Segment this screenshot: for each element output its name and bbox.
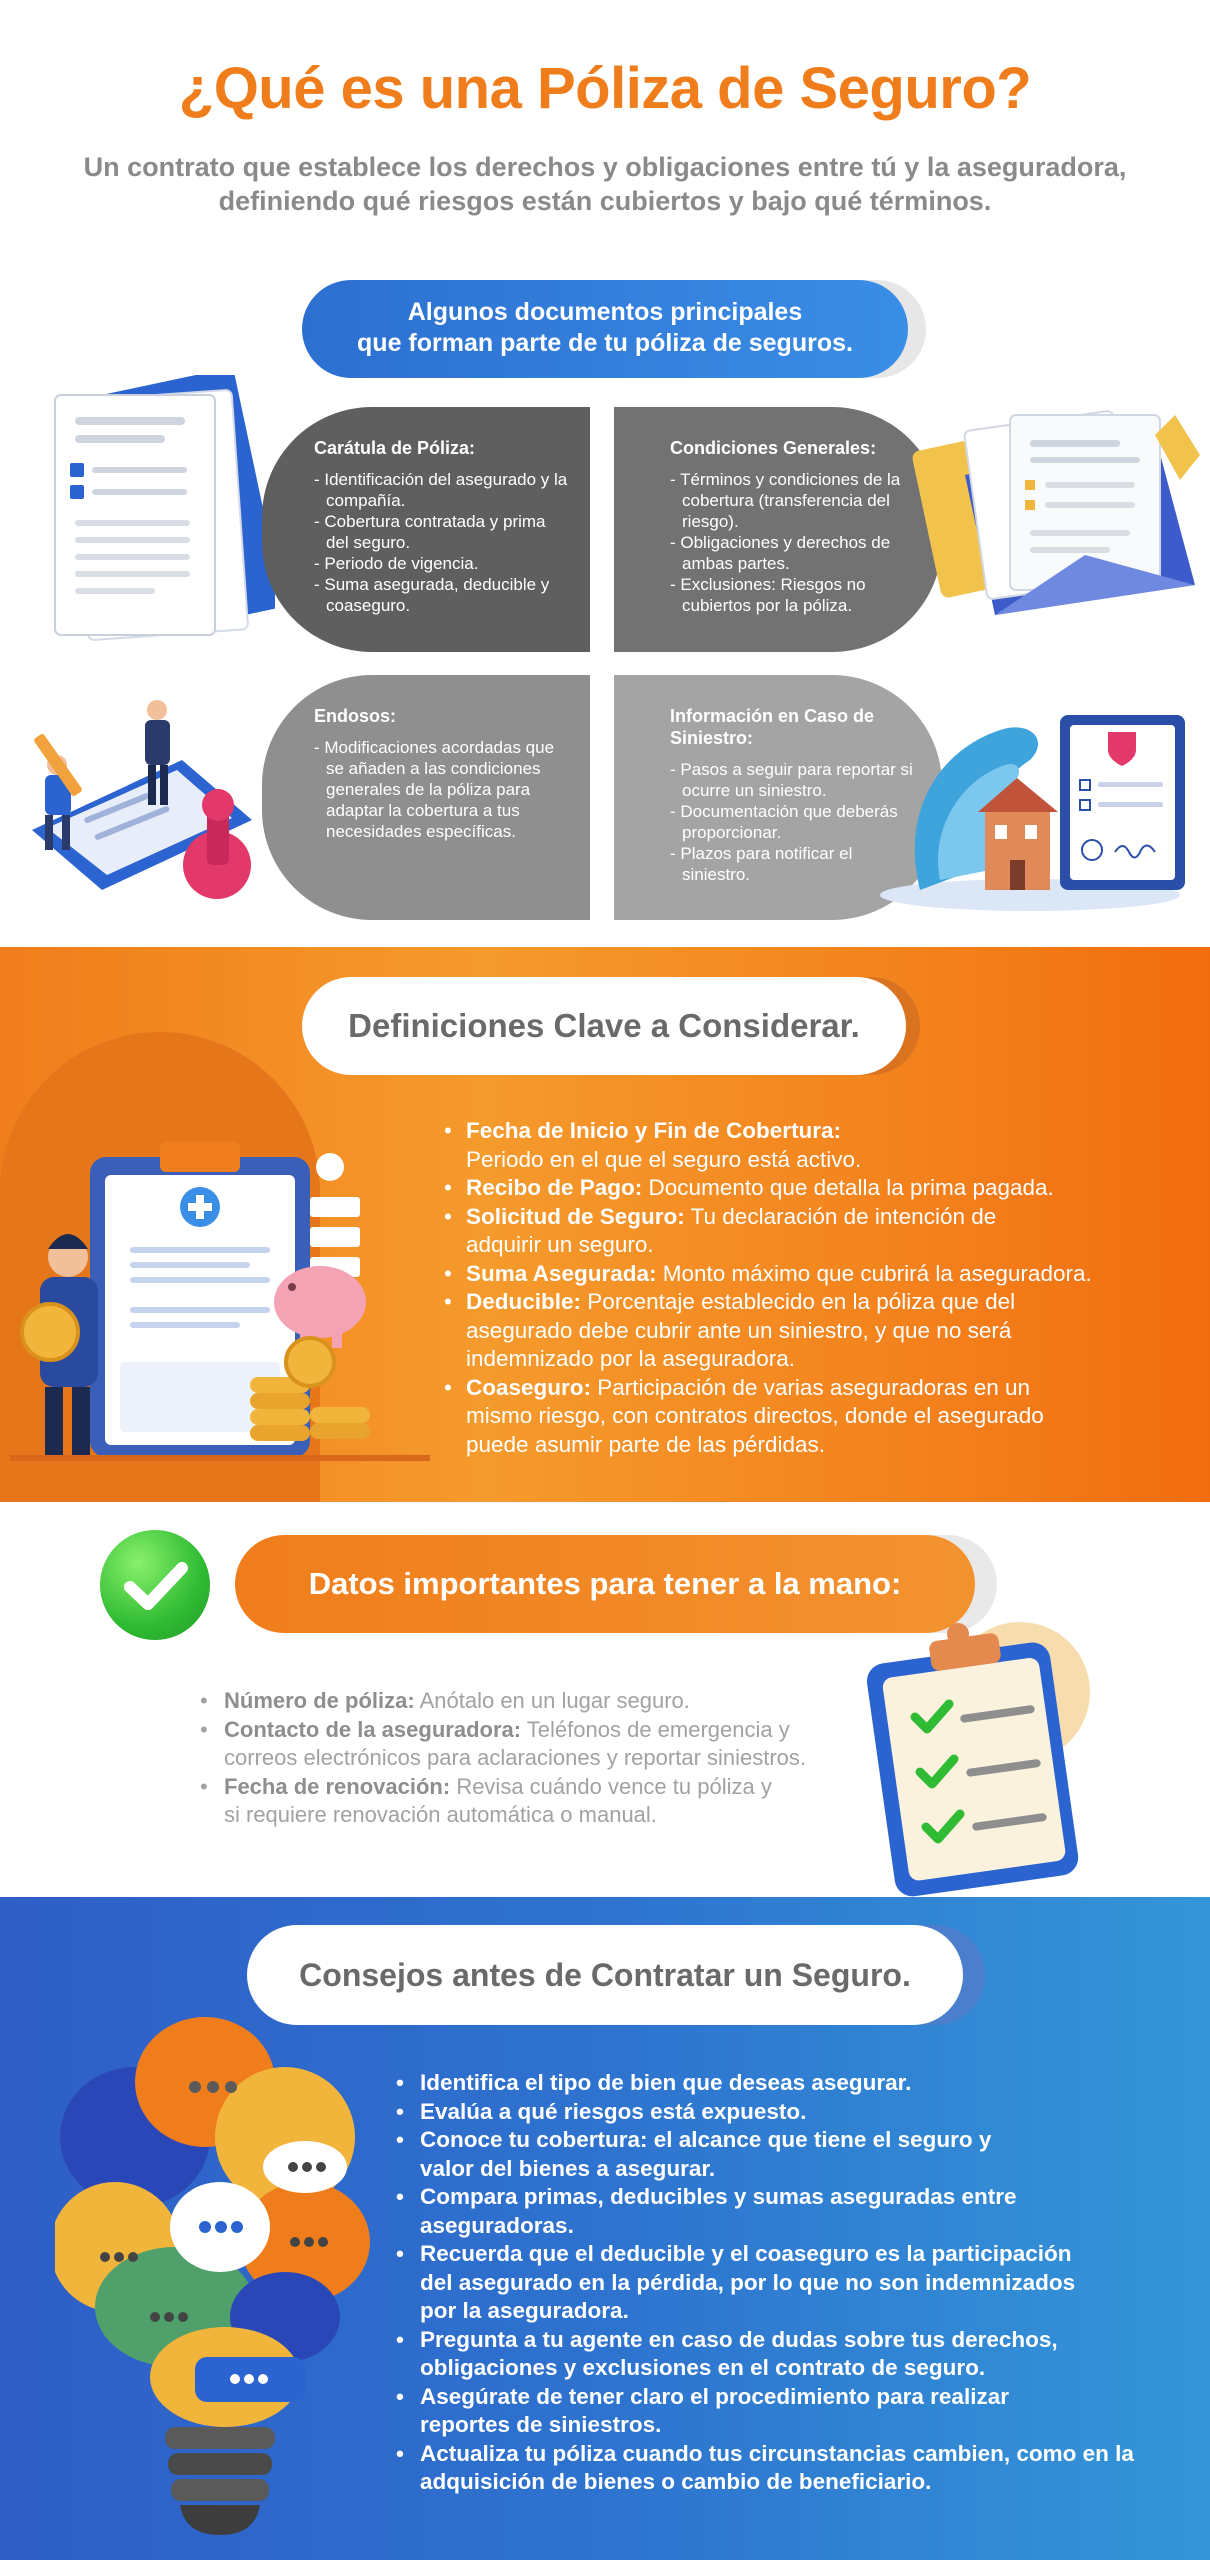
list-item: - Obligaciones y derechos de ambas partes.: [670, 533, 891, 573]
savings-illustration: [10, 1137, 430, 1477]
data-term: Fecha de renovación:: [224, 1773, 451, 1799]
list-item: • Asegúrate de tener claro el procedimiento para realizar reportes de siniestros.: [392, 2383, 1012, 2440]
list-item: [440, 1203, 1000, 1260]
page-subtitle: Un contrato que establece los derechos y obligaciones entre tú y la aseguradora, definiendo qué riesgos están cubiertos y bajo qué términos.: [83, 152, 1127, 216]
checklist-clipboard-illustration: [860, 1612, 1100, 1902]
list-item: [440, 1174, 1160, 1203]
card-claim-info-title: Información en Caso de Siniestro:: [670, 706, 875, 748]
list-item: • Pregunta a tu agente en caso de dudas sobre tus derechos, obligaciones y exclusiones en el contrato de seguro.: [392, 2326, 1182, 2383]
definition-text: Tu declaración de intención de adquirir un seguro.: [466, 1203, 997, 1257]
list-item: • Evalúa a qué riesgos está expuesto.: [392, 2098, 1182, 2127]
envelope-documents-illustration: [905, 395, 1205, 625]
list-item: - Plazos para notificar el siniestro.: [670, 844, 853, 884]
definition-text: Porcentaje establecido en la póliza que del asegurado debe cubrir ante un siniestro, y que no será indemnizado por la aseguradora.: [466, 1289, 1016, 1371]
list-item: - Modificaciones acordadas que se añaden a las condiciones generales de la póliza para adaptar la cobertura a tus necesidades específicas.: [314, 738, 555, 841]
tips-heading: Consejos antes de Contratar un Seguro.: [247, 1925, 963, 2025]
definition-text: Documento que detalla la prima pagada.: [648, 1175, 1054, 1200]
list-item: • Compara primas, deducibles y sumas aseguradas entre aseguradoras.: [392, 2183, 1032, 2240]
definition-term: Fecha de Inicio y Fin de Cobertura:: [466, 1118, 842, 1143]
data-text: Revisa cuándo vence tu póliza y si requiere renovación automática o manual.: [224, 1773, 772, 1827]
definition-term: Coaseguro:: [466, 1374, 592, 1400]
list-item: [196, 1773, 786, 1830]
important-data-list: [196, 1687, 856, 1830]
check-icon: [100, 1530, 210, 1640]
list-item: • Identifica el tipo de bien que deseas asegurar.: [392, 2069, 1182, 2098]
idea-bulb-illustration: [55, 1987, 385, 2547]
list-item: [196, 1687, 856, 1716]
definition-term: Recibo de Pago:: [466, 1175, 643, 1200]
card-endorsements-title: Endosos:: [314, 706, 397, 726]
page-title: ¿Qué es una Póliza de Seguro?: [178, 56, 1032, 121]
list-item: - Documentación que deberás proporcionar.: [670, 802, 898, 842]
documents-heading-line2: que forman parte de tu póliza de seguros.: [357, 329, 853, 357]
list-item: - Suma asegurada, deducible y coaseguro.: [314, 575, 550, 615]
card-policy-cover-title: Carátula de Póliza:: [314, 438, 476, 458]
list-item: [196, 1716, 836, 1773]
list-item: - Cobertura contratada y prima del seguro.: [314, 512, 546, 552]
data-term: Número de póliza:: [224, 1688, 415, 1713]
list-item: [440, 1117, 1160, 1174]
definitions-section: [0, 947, 1210, 1502]
data-term: Contacto de la aseguradora:: [224, 1716, 522, 1742]
data-text: Anótalo en un lugar seguro.: [419, 1688, 690, 1713]
list-item: • Conoce tu cobertura: el alcance que tiene el seguro y valor del bienes a asegurar.: [392, 2126, 1032, 2183]
list-item: - Exclusiones: Riesgos no cubiertos por la póliza.: [670, 575, 866, 615]
important-data-heading: Datos importantes para tener a la mano:: [235, 1535, 975, 1633]
definition-text: Monto máximo que cubrirá la aseguradora.: [662, 1260, 1092, 1286]
definitions-list: [440, 1117, 1160, 1459]
tips-list: [392, 2069, 1182, 2497]
hero-section: [0, 0, 1210, 945]
data-text: Teléfonos de emergencia y correos electrónicos para aclaraciones y reportar siniestros.: [224, 1716, 807, 1770]
list-item: - Identificación del asegurado y la compañía.: [314, 470, 568, 510]
list-item: [440, 1288, 1060, 1374]
card-general-conditions-title: Condiciones Generales:: [670, 438, 877, 458]
card-policy-cover: [262, 407, 590, 652]
list-item: [440, 1374, 1080, 1460]
list-item: - Pasos a seguir para reportar si ocurre un siniestro.: [670, 760, 913, 800]
definition-text: Periodo en el que el seguro está activo.: [466, 1146, 862, 1172]
definition-term: Solicitud de Seguro:: [466, 1203, 685, 1229]
card-general-conditions: [614, 407, 942, 652]
list-item: [440, 1260, 1160, 1289]
definition-text: Participación de varias aseguradoras en un mismo riesgo, con contratos directos, donde el asegurado puede asumir parte de las pérdidas.: [466, 1374, 1044, 1457]
list-item: - Periodo de vigencia.: [314, 554, 479, 573]
card-endorsements: [262, 675, 590, 920]
definition-term: Deducible:: [466, 1289, 582, 1314]
list-item: - Términos y condiciones de la cobertura (transferencia del riesgo).: [670, 470, 901, 531]
document-stack-illustration: [40, 375, 275, 645]
documents-heading: [302, 280, 908, 378]
list-item: • Actualiza tu póliza cuando tus circunstancias cambien, como en la adquisición de bienes o cambio de beneficiario.: [392, 2440, 1182, 2497]
important-data-section: [0, 1502, 1210, 1897]
documents-heading-line1: Algunos documentos principales: [407, 298, 803, 326]
flood-claim-illustration: [880, 690, 1205, 915]
endorsement-illustration: [12, 670, 267, 910]
tips-section: [0, 1897, 1210, 2560]
list-item: • Recuerda que el deducible y el coaseguro es la participación del asegurado en la pérdida, por lo que no son indemnizados por la aseguradora.: [392, 2240, 1092, 2326]
definition-term: Suma Asegurada:: [466, 1260, 657, 1286]
definitions-heading: Definiciones Clave a Considerar.: [302, 977, 906, 1075]
